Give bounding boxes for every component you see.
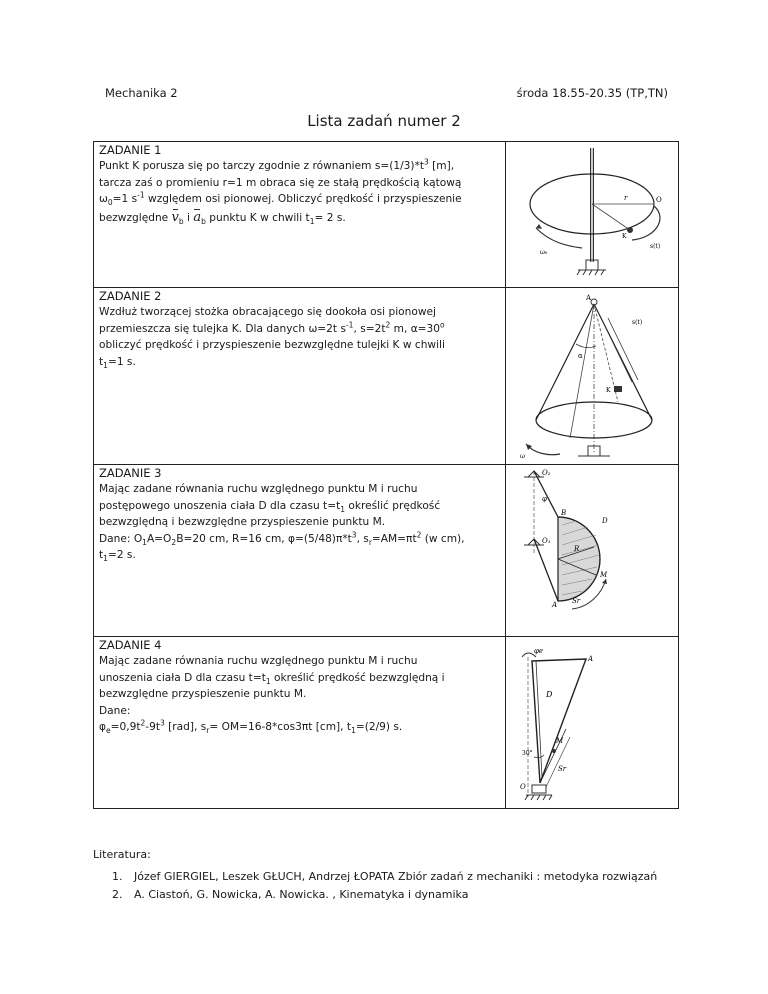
- task-4-line: $\varphi_e=0,9t^2-9t^3$ [rad], $s_r= OM=16-8*\cos 3\pi t$ [cm], $t_1=(2/9)$ s.: [99, 718, 403, 736]
- course-name: Mechanika 2: [105, 86, 178, 100]
- task-row-2: [94, 288, 679, 465]
- triangle-body-diagram: [506, 637, 678, 807]
- svg-text:O: O: [520, 783, 526, 791]
- literature-item: 1. Józef GIERGIEL, Leszek GŁUCH, Andrzej ŁOPATA Zbiór zadań z mechaniki : metodyka rozwiązań: [112, 870, 658, 883]
- svg-text:s(t): s(t): [632, 319, 643, 326]
- svg-text:D: D: [602, 517, 608, 525]
- task-1-text: [94, 142, 506, 288]
- acceleration-vector: a: [193, 209, 202, 225]
- task-1-line: tarcza zaś o promieniu r=1 m obraca się ze stałą prędkością kątową: [99, 176, 462, 189]
- svg-text:φ: φ: [542, 495, 547, 503]
- task-4-text: [94, 637, 506, 809]
- svg-text:A: A: [588, 655, 594, 663]
- task-1-line: Punkt K porusza się po tarczy zgodnie z równaniem $s=(1/3)*t^3$ [m],: [99, 157, 455, 172]
- semicircle-body-diagram: [506, 465, 678, 635]
- svg-text:ω₀: ω₀: [540, 249, 548, 256]
- svg-text:D: D: [546, 690, 553, 699]
- page-title: Lista zadań numer 2: [307, 112, 461, 130]
- literature-heading: Literatura:: [93, 848, 151, 861]
- svg-text:Sr: Sr: [572, 597, 581, 605]
- task-4-heading: ZADANIE 4: [99, 638, 162, 652]
- task-3-line: bezwzględną i bezwzględne przyspieszenie punktu M.: [99, 516, 386, 529]
- svg-text:M: M: [600, 571, 608, 579]
- svg-text:K: K: [606, 387, 611, 394]
- task-2-line: Wzdłuż tworzącej stożka obracającego się dookoła osi pionowej: [99, 306, 436, 318]
- svg-text:r: r: [624, 194, 628, 202]
- task-2-figure: [506, 288, 679, 465]
- task-1-figure: [506, 142, 679, 288]
- svg-text:O₂: O₂: [542, 469, 551, 477]
- svg-text:A: A: [552, 601, 558, 609]
- cone-diagram: [506, 288, 678, 463]
- task-1-line: bezwzględne $v_b$ i $a_b$ punktu K w chwili $t_1= 2$ s.: [99, 209, 346, 226]
- svg-text:φe: φe: [534, 647, 544, 655]
- svg-text:B: B: [561, 509, 567, 517]
- tasks-table: [93, 141, 679, 809]
- task-4-figure: [506, 637, 679, 809]
- literature-list: [112, 868, 657, 904]
- task-2-line: $t_1=1$ s.: [99, 355, 136, 370]
- literature-item: 2. A. Ciastoń, G. Nowicka, A. Nowicka. , Kinematyka i dynamika: [112, 888, 469, 901]
- task-2-heading: ZADANIE 2: [99, 289, 162, 303]
- task-3-line: postępowego unoszenia ciała D dla czasu $t=t_1$ określić prędkość: [99, 499, 441, 514]
- svg-text:K: K: [622, 233, 627, 240]
- task-3-text: [94, 465, 506, 637]
- task-4-line: bezwzględne przyspieszenie punktu M.: [99, 688, 307, 701]
- task-3-line: Mając zadane równania ruchu względnego punktu M i ruchu: [99, 483, 418, 495]
- svg-text:α: α: [578, 352, 583, 360]
- task-row-3: [94, 465, 679, 637]
- svg-text:Sr: Sr: [558, 765, 567, 773]
- task-2-text: [94, 288, 506, 465]
- task-4-line: Dane:: [99, 704, 131, 717]
- task-4-line: unoszenia ciała D dla czasu $t=t_1$ określić prędkość bezwzględną i: [99, 671, 445, 686]
- svg-text:M: M: [556, 737, 564, 745]
- course-schedule: środa 18.55-20.35 (TP,TN): [516, 86, 668, 100]
- svg-text:A: A: [586, 294, 592, 302]
- task-3-heading: ZADANIE 3: [99, 466, 162, 480]
- task-row-4: [94, 637, 679, 809]
- task-3-line: $t_1=2$ s.: [99, 549, 136, 564]
- task-1-line: $\omega_0=1$ $s^{-1}$ względem osi pionowej. Obliczyć prędkość i przyspieszenie: [99, 190, 462, 208]
- svg-text:ω: ω: [520, 453, 525, 460]
- task-2-line: obliczyć prędkość i przyspieszenie bezwzględne tulejki K w chwili: [99, 339, 445, 352]
- svg-text:O₁: O₁: [542, 537, 551, 545]
- svg-text:30°: 30°: [522, 750, 533, 757]
- rotating-disk-diagram: [506, 142, 678, 286]
- task-3-figure: [506, 465, 679, 637]
- svg-text:R: R: [574, 545, 580, 553]
- velocity-vector: v: [171, 209, 179, 225]
- task-4-line: Mając zadane równania ruchu względnego punktu M i ruchu: [99, 655, 418, 667]
- task-row-1: [94, 142, 679, 288]
- task-1-heading: ZADANIE 1: [99, 143, 162, 157]
- svg-text:O: O: [656, 196, 662, 204]
- svg-text:s(t): s(t): [650, 243, 661, 250]
- task-2-line: przemieszcza się tulejka K. Dla danych ω=2t $s^{-1}$, $s=2t^2$ m, $\alpha=30^o$: [99, 320, 445, 335]
- task-3-line: Dane: $O_1A=O_2B=20$ cm, R=16 cm, $\varphi=(5/48)\pi*t^3$, $s_r=AM=\pi t^2$ (w cm),: [99, 530, 465, 547]
